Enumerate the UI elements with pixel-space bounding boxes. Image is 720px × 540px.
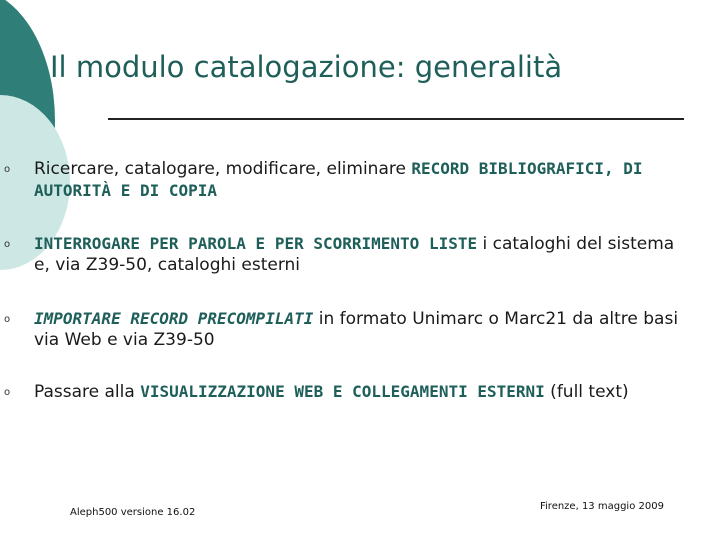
footer-date: Firenze, 13 maggio 2009 — [540, 501, 664, 512]
bullet-marker: o — [4, 239, 11, 250]
bullet-item — [4, 381, 694, 403]
bullet-item — [4, 233, 694, 276]
bullet-marker: o — [4, 314, 11, 325]
bullet-text: in formato Unimarc o Marc21 da altre basi via Web e via Z39-50 — [34, 309, 679, 350]
bullet-highlight: IMPORTARE RECORD PRECOMPILATI — [34, 309, 314, 328]
footer-version: Aleph500 versione 16.02 — [70, 507, 196, 518]
bullet-item — [4, 158, 694, 202]
bullet-text: Passare alla — [34, 382, 141, 402]
bullet-highlight: INTERROGARE PER PAROLA E PER SCORRIMENTO LISTE — [34, 234, 478, 253]
bullet-highlight: VISUALIZZAZIONE WEB E COLLEGAMENTI ESTERNI — [140, 382, 545, 401]
bullet-text: i cataloghi del sistema e, via Z39-50, cataloghi esterni — [34, 234, 675, 275]
slide-title: Il modulo catalogazione: generalità — [50, 50, 563, 84]
bullet-marker: o — [4, 164, 11, 175]
bullet-text: (full text) — [544, 382, 629, 402]
bullet-text: Ricercare, catalogare, modificare, eliminare — [34, 159, 412, 179]
title-underline — [108, 118, 684, 120]
bullet-marker: o — [4, 387, 11, 398]
bullet-highlight: RECORD BIBLIOGRAFICI, DI AUTORITÀ E DI COPIA — [34, 159, 643, 200]
bullet-item — [4, 308, 694, 351]
